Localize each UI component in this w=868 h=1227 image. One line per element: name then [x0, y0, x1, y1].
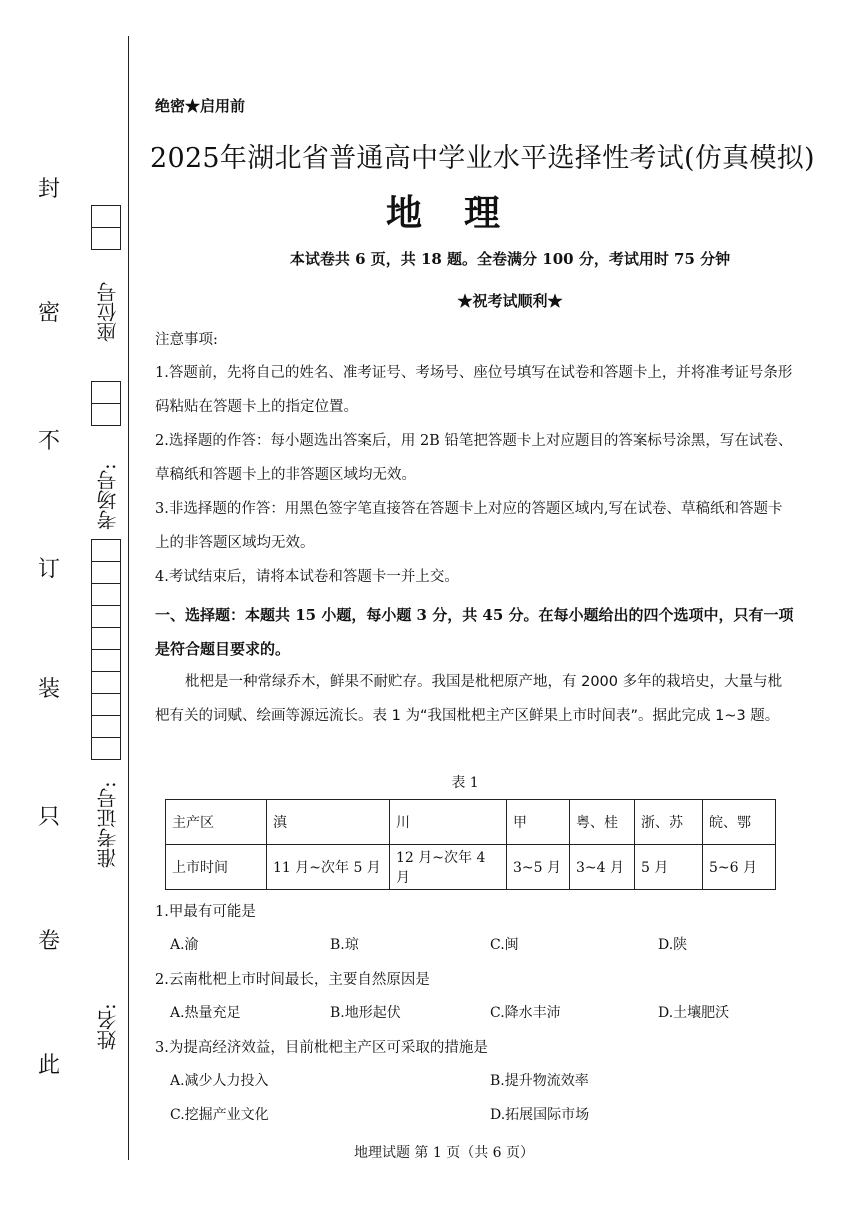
exam-id-label: 准考证号:: [96, 781, 120, 868]
option-d: D.土壤肥沃: [658, 1005, 730, 1021]
harvest-time-table: [165, 799, 776, 890]
confidential-mark: 绝密★启用前: [155, 97, 246, 115]
question-stem: 3.为提高经济效益，目前枇杷主产区可采取的措施是: [155, 1040, 488, 1056]
table-cell: 3~4 月: [570, 845, 635, 890]
seal-char: 装: [37, 677, 60, 702]
note-item: 3.非选择题的作答：用黑色签字笔直接答在答题卡上对应的答题区域内,写在试卷、草稿纸和答题卡上的非答题区域均无效。: [155, 501, 783, 551]
note-item: 4.考试结束后，请将本试卷和答题卡一并上交。: [155, 569, 459, 585]
exam-info: 本试卷共 6 页，共 18 题。全卷满分 100 分，考试用时 75 分钟: [289, 250, 731, 268]
table-cell: 皖、鄂: [703, 800, 776, 845]
table-cell: 5 月: [635, 845, 703, 890]
seal-char: 只: [37, 805, 60, 830]
seal-char: 不: [37, 429, 60, 454]
table-cell: 浙、苏: [635, 800, 703, 845]
table-row: [166, 800, 776, 845]
table-cell: 川: [390, 800, 507, 845]
table-cell: 5~6 月: [703, 845, 776, 890]
exam-id-boxes: [91, 540, 121, 760]
note-item: 1.答题前，先将自己的姓名、准考证号、考场号、座位号填写在试卷和答题卡上，并将准考证号条形码粘贴在答题卡上的指定位置。: [155, 365, 793, 415]
seat-number-label: 座位号: [96, 282, 120, 342]
option-a: A.热量充足: [170, 1005, 241, 1021]
question-intro: [155, 665, 795, 733]
good-luck-line: ★祝考试顺利★: [457, 292, 563, 310]
question-stem: 2.云南枇杷上市时间最长，主要自然原因是: [155, 972, 430, 988]
subject-title: 地理: [385, 192, 542, 234]
section-heading: 一、选择题：本题共 15 小题，每小题 3 分，共 45 分。在每小题给出的四个选项中，只有一项是符合题目要求的。: [155, 606, 794, 658]
table-cell: 3~5 月: [507, 845, 570, 890]
room-number-boxes: [91, 382, 121, 426]
exam-title: 2025年湖北省普通高中学业水平选择性考试(仿真模拟): [150, 143, 815, 174]
option-b: B.地形起伏: [330, 1005, 401, 1021]
table-cell: 滇: [267, 800, 390, 845]
table-cell: 上市时间: [166, 845, 267, 890]
table-cell: 12 月~次年 4 月: [390, 845, 507, 890]
table-row: [166, 845, 776, 890]
intro-text: 枇杷是一种常绿乔木，鲜果不耐贮存。我国是枇杷原产地，有 2000 多年的栽培史，大量与枇杷有关的词赋、绘画等源远流长。表 1 为“我国枇杷主产区鲜果上市时间表”。据此完成 1~3 题。: [155, 674, 783, 724]
name-label: 姓名:: [96, 1003, 120, 1050]
seal-char: 此: [37, 1053, 60, 1078]
question-stem: 1.甲最有可能是: [155, 904, 256, 920]
notes-heading: 注意事项:: [155, 332, 218, 348]
option-b: B.提升物流效率: [490, 1073, 589, 1089]
option-b: B.琼: [330, 937, 359, 953]
option-c: C.降水丰沛: [490, 1005, 561, 1021]
seal-char: 封: [37, 177, 60, 202]
note-item: 2.选择题的作答：每小题选出答案后，用 2B 铅笔把答题卡上对应题目的答案标号涂黑，写在试卷、草稿纸和答题卡上的非答题区域均无效。: [155, 433, 793, 483]
seal-char: 订: [37, 557, 60, 582]
room-number-label: 考场号:: [96, 463, 120, 530]
table-cell: 粤、桂: [570, 800, 635, 845]
option-d: D.陕: [658, 937, 688, 953]
seal-char: 卷: [37, 929, 60, 954]
option-d: D.拓展国际市场: [490, 1107, 590, 1123]
option-c: C.挖掘产业文化: [170, 1107, 269, 1123]
table-caption: 表 1: [451, 775, 479, 791]
seal-char: 密: [37, 301, 60, 326]
option-a: A.减少人力投入: [170, 1073, 269, 1089]
option-a: A.渝: [170, 937, 199, 953]
page-footer: 地理试题 第 1 页（共 6 页）: [353, 1145, 535, 1161]
option-c: C.闽: [490, 937, 519, 953]
table-cell: 11 月~次年 5 月: [267, 845, 390, 890]
table-cell: 主产区: [166, 800, 267, 845]
table-cell: 甲: [507, 800, 570, 845]
